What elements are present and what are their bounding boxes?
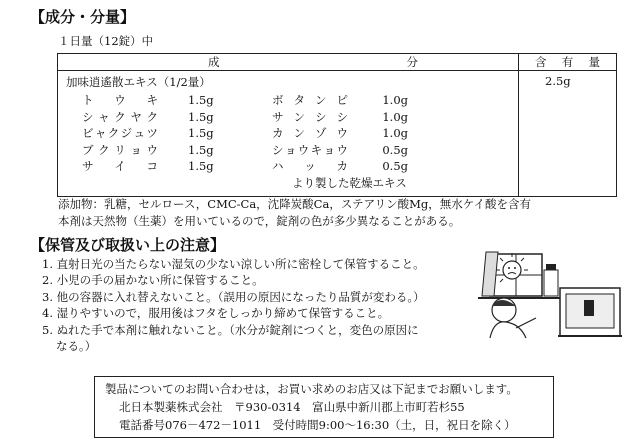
herb-name: ハ ッ カ [272, 159, 348, 174]
note-item: 2. 小児の手の届かない所に保管すること。 [42, 273, 264, 288]
ingredients-table [57, 53, 617, 197]
amount-cell [519, 71, 617, 197]
note-item: 1. 直射日光の当たらない湿気の少ない涼しい所に密栓して保管すること。 [42, 257, 425, 271]
herb-row [82, 109, 518, 126]
col-header-ingredient: 成 分 [58, 54, 519, 71]
herb-row [82, 142, 518, 159]
herb-amount: 1.5g [188, 159, 214, 174]
herb-name: ト ウ キ [82, 93, 158, 108]
herb-row [82, 92, 518, 109]
herb-name: サ イ コ [82, 159, 158, 174]
herb-row [82, 158, 518, 175]
ingredient-cell [58, 71, 519, 197]
herb-amount: 1.5g [188, 142, 214, 157]
herb-name: ブ ク リ ョ ウ [82, 142, 158, 157]
herb-amount: 1.5g [188, 126, 214, 141]
note-item: 3. 他の容器に入れ替えないこと。（誤用の原因になったり品質が変わる。） [42, 289, 425, 304]
herb-name: サ ン シ シ [272, 109, 348, 124]
herb-amount: 1.0g [382, 126, 408, 141]
section-title-storage: 【保管及び取扱い上の注意】 [30, 236, 226, 254]
extract-amount: 2.5g [545, 74, 571, 88]
herb-name: シ ョ ウ キ ョ ウ [272, 142, 348, 157]
col-header-amount: 含 有 量 [519, 54, 617, 71]
herb-row [82, 125, 518, 142]
herb-amount: 1.5g [188, 93, 214, 108]
section-title-ingredients: 【成分・分量】 [30, 8, 136, 26]
note-item-continued: なる。） [56, 339, 97, 354]
dry-extract-label: より製した乾燥エキス [292, 175, 407, 190]
herb-name: カ ン ゾ ウ [272, 126, 348, 141]
contact-box [94, 376, 554, 438]
note-item: 5. ぬれた手で本剤に触れないこと。（水分が錠剤につくと，変色の原因に [42, 322, 419, 337]
contact-line-3: 電話番号076－472－1011 受付時間9:00～16:30（土，日，祝日を除く） [119, 418, 516, 432]
herb-amount: 1.0g [382, 109, 408, 124]
herb-amount: 0.5g [382, 142, 408, 157]
contact-line-1: 製品についてのお問い合わせは，お買い求めのお店又は下記までお願いします。 [105, 382, 518, 396]
extract-name: 加味逍遙散エキス（1/2量） [66, 75, 211, 89]
herb-name: シ ャ ク ヤ ク [82, 109, 158, 124]
herb-amount: 0.5g [382, 159, 408, 174]
additives-line: 添加物：乳糖，セルロース，CMC-Ca，沈降炭酸Ca，ステアリン酸Mg，無水ケイ酸を含有 [58, 197, 531, 211]
storage-illustration [476, 248, 626, 340]
natural-note: 本剤は天然物（生薬）を用いているので，錠剤の色が多少異なることがある。 [58, 214, 461, 228]
herb-amount: 1.0g [382, 93, 408, 108]
contact-line-2: 北日本製薬株式会社 〒930-0314 富山県中新川郡上市町若杉55 [119, 400, 465, 414]
daily-dose-line: １日量（12錠）中 [58, 34, 154, 48]
storage-notes [42, 256, 425, 354]
herb-name: ビ ャ ク ジ ュ ツ [82, 126, 158, 141]
herb-list [58, 90, 518, 175]
herb-amount: 1.5g [188, 109, 214, 124]
note-item: 4. 湿りやすいので，服用後はフタをしっかり締めて保管すること。 [42, 306, 390, 321]
herb-name: ボ タ ン ピ [272, 93, 348, 108]
